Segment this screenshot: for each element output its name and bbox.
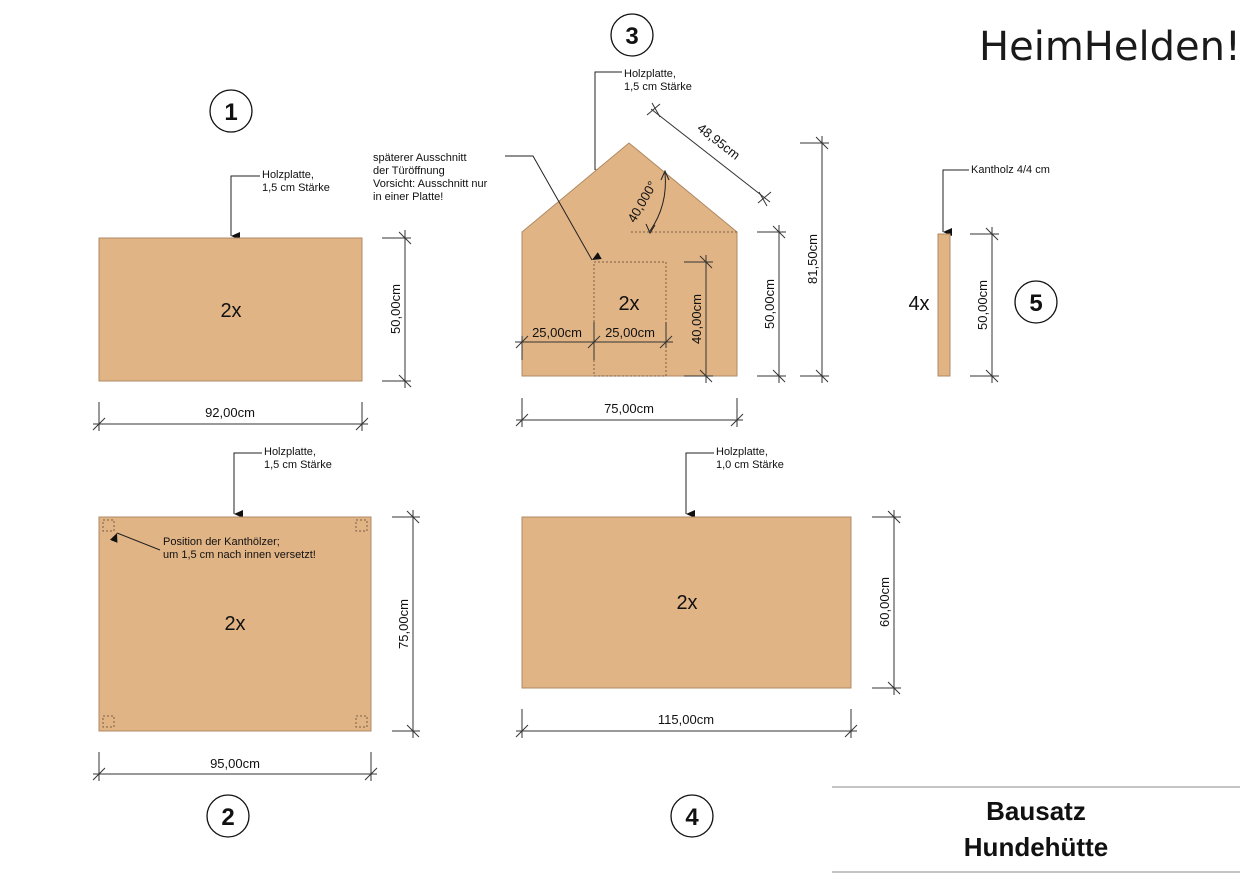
part-3-roof-dim: 48,95cm bbox=[694, 120, 744, 163]
part-3-note-line3: Vorsicht: Ausschnitt nur bbox=[373, 178, 488, 190]
part-3-width-dim: 75,00cm bbox=[604, 401, 654, 416]
part-1 bbox=[93, 90, 411, 431]
part-4 bbox=[516, 446, 901, 837]
part-5-label: Kantholz 4/4 cm bbox=[971, 164, 1050, 176]
part-2 bbox=[93, 446, 420, 837]
part-2-height-dim: 75,00cm bbox=[396, 599, 411, 649]
part-5-height-dim: 50,00cm bbox=[975, 280, 990, 330]
part-5-number: 5 bbox=[1029, 290, 1043, 317]
part-1-label-line2: 1,5 cm Stärke bbox=[262, 182, 330, 194]
part-2-leader bbox=[234, 453, 262, 514]
part-2-number: 2 bbox=[221, 804, 235, 831]
part-3-angle: 40,000° bbox=[624, 178, 660, 225]
part-4-qty: 2x bbox=[676, 592, 698, 614]
part-5-leader bbox=[943, 170, 969, 232]
part-1-leader bbox=[231, 176, 260, 236]
part-4-height-dim: 60,00cm bbox=[877, 577, 892, 627]
part-3 bbox=[373, 14, 829, 427]
part-3-note-line4: in einer Platte! bbox=[373, 191, 444, 203]
part-5 bbox=[908, 164, 1057, 383]
title-line2: Hundehütte bbox=[963, 832, 1109, 862]
part-3-gable-plate bbox=[522, 143, 737, 376]
part-3-label-line1: Holzplatte, bbox=[624, 68, 676, 80]
part-3-total-height-dim: 81,50cm bbox=[805, 234, 820, 284]
part-3-wall-height-dim: 50,00cm bbox=[762, 279, 777, 329]
part-1-qty: 2x bbox=[220, 300, 242, 322]
part-5-qty: 4x bbox=[908, 293, 930, 315]
part-4-label-line2: 1,0 cm Stärke bbox=[716, 459, 784, 471]
part-1-number: 1 bbox=[224, 99, 238, 126]
heimhelden-logo: HeimHelden! bbox=[979, 24, 1241, 70]
part-2-width-dim: 95,00cm bbox=[210, 756, 260, 771]
part-3-qty: 2x bbox=[618, 293, 640, 315]
part-3-number: 3 bbox=[625, 23, 639, 50]
part-1-width-dim: 92,00cm bbox=[205, 405, 255, 420]
part-3-note-line1: späterer Ausschnitt bbox=[373, 152, 467, 164]
part-4-width-dim: 115,00cm bbox=[657, 712, 715, 727]
part-2-note-line2: um 1,5 cm nach innen versetzt! bbox=[163, 549, 316, 561]
part-1-label-line1: Holzplatte, bbox=[262, 169, 314, 181]
part-3-door-width-left: 25,00cm bbox=[532, 325, 582, 340]
part-4-number: 4 bbox=[685, 804, 699, 831]
part-5-post bbox=[938, 234, 950, 376]
part-2-qty: 2x bbox=[224, 613, 246, 635]
part-2-label-line2: 1,5 cm Stärke bbox=[264, 459, 332, 471]
part-1-height-dim: 50,00cm bbox=[388, 284, 403, 334]
part-3-door-height-dim: 40,00cm bbox=[689, 294, 704, 344]
title-line1: Bausatz bbox=[986, 796, 1086, 826]
part-4-label-line1: Holzplatte, bbox=[716, 446, 768, 458]
title-block bbox=[832, 787, 1240, 872]
part-3-label-line2: 1,5 cm Stärke bbox=[624, 81, 692, 93]
part-3-door-width-right: 25,00cm bbox=[605, 325, 655, 340]
part-2-note-line1: Position der Kanthölzer; bbox=[163, 536, 280, 548]
part-4-leader bbox=[686, 453, 714, 514]
part-3-note-line2: der Türöffnung bbox=[373, 165, 445, 177]
part-2-label-line1: Holzplatte, bbox=[264, 446, 316, 458]
